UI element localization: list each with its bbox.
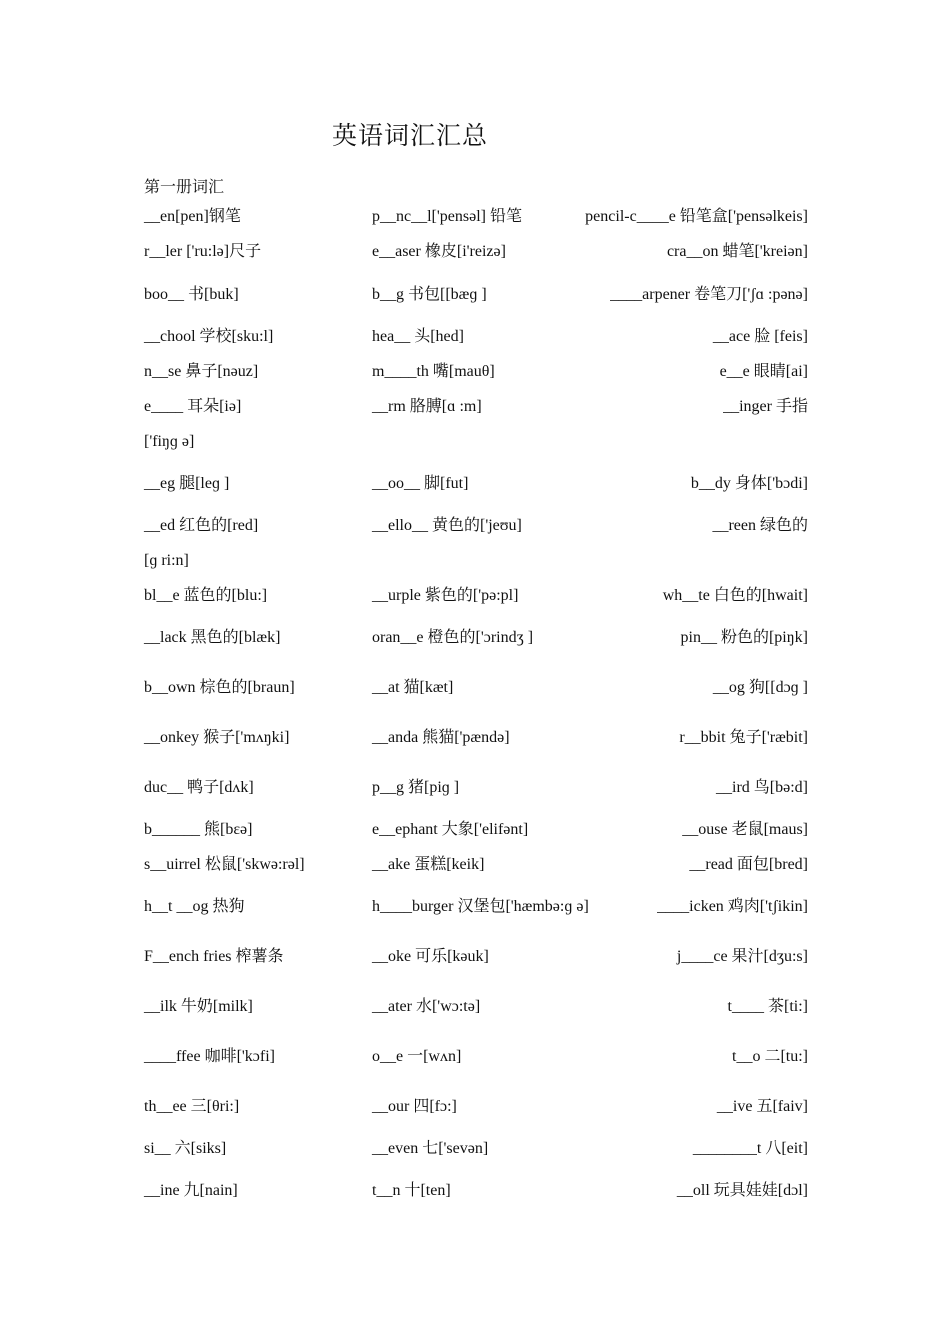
vocab-entry: wh__te 白色的[hwait] bbox=[662, 587, 808, 604]
vocab-row bbox=[144, 1095, 808, 1119]
vocab-entry: ____arpener 卷笔刀['ʃɑ :pənə] bbox=[610, 286, 808, 303]
vocab-entry: n__se 鼻子[nəuz] bbox=[144, 363, 259, 380]
vocab-entry: __ace 脸 [feis] bbox=[712, 328, 808, 345]
vocab-entry: __urple 紫色的['pə:pl] bbox=[372, 587, 519, 604]
vocab-entry: __even 七['sevən] bbox=[372, 1140, 489, 1157]
vocab-entry: boo__ 书[buk] bbox=[144, 286, 239, 303]
vocab-entry: b__g 书包[[bæɡ ] bbox=[372, 286, 487, 303]
vocab-row bbox=[144, 325, 808, 349]
vocab-entry: h__t __og 热狗 bbox=[144, 898, 245, 915]
vocab-row bbox=[144, 240, 808, 264]
vocab-row bbox=[144, 360, 808, 384]
vocab-entry: ____icken 鸡肉['tʃikin] bbox=[657, 898, 808, 915]
vocab-entry: e__ephant 大象['elifənt] bbox=[372, 821, 529, 838]
vocab-row bbox=[144, 205, 808, 229]
vocab-entry: __oo__ 脚[fut] bbox=[372, 475, 469, 492]
vocab-row bbox=[144, 895, 808, 919]
vocab-entry: e__e 眼睛[ai] bbox=[719, 363, 808, 380]
vocab-entry: __ouse 老鼠[maus] bbox=[682, 821, 808, 838]
vocab-entry: p__g 猪[piɡ ] bbox=[372, 779, 460, 796]
vocab-entry: __ello__ 黄色的['jeʊu] bbox=[372, 517, 522, 534]
vocab-row bbox=[144, 1045, 808, 1069]
vocab-row bbox=[144, 395, 808, 419]
vocab-entry: F__ench fries 榨薯条 bbox=[144, 948, 284, 965]
vocab-entry: __og 狗[[dɔɡ ] bbox=[712, 679, 808, 696]
vocab-row bbox=[144, 776, 808, 800]
vocab-entry: __oll 玩具娃娃[dɔl] bbox=[676, 1182, 808, 1199]
vocab-entry: t____ 茶[ti:] bbox=[727, 998, 808, 1015]
vocab-entry: r__bbit 兔子['ræbit] bbox=[679, 729, 808, 746]
vocab-entry: b__own 棕色的[braun] bbox=[144, 679, 295, 696]
vocab-entry: __ilk 牛奶[milk] bbox=[144, 998, 253, 1015]
vocab-row bbox=[144, 726, 808, 750]
vocab-entry: __ird 鸟[bə:d] bbox=[716, 779, 808, 796]
vocab-entry: __lack 黑色的[blæk] bbox=[144, 629, 281, 646]
vocab-entry: __ake 蛋糕[keik] bbox=[372, 856, 485, 873]
vocab-entry: h____burger 汉堡包['hæmbə:ɡ ə] bbox=[372, 898, 589, 915]
vocab-row bbox=[144, 676, 808, 700]
vocab-entry: __read 面包[bred] bbox=[689, 856, 808, 873]
vocab-entry: __ive 五[faiv] bbox=[716, 1098, 808, 1115]
vocab-entry: oran__e 橙色的['ɔrindʒ ] bbox=[372, 629, 534, 646]
vocab-entry: t__o 二[tu:] bbox=[732, 1048, 808, 1065]
vocab-entry: ________t 八[eit] bbox=[692, 1140, 808, 1157]
vocab-entry: __en[pen]钢笔 bbox=[144, 208, 241, 225]
continuation-fingers: ['fiŋɡ ə] bbox=[144, 433, 195, 450]
vocab-row bbox=[144, 584, 808, 608]
vocab-row bbox=[144, 995, 808, 1019]
vocab-row bbox=[144, 626, 808, 650]
vocab-entry: __ine 九[nain] bbox=[144, 1182, 238, 1199]
vocab-entry: b__dy 身体['bɔdi] bbox=[690, 475, 808, 492]
vocab-entry: __chool 学校[sku:l] bbox=[144, 328, 274, 345]
vocab-entry: duc__ 鸭子[dʌk] bbox=[144, 779, 254, 796]
vocab-entry: si__ 六[siks] bbox=[144, 1140, 227, 1157]
vocab-entry: __at 猫[kæt] bbox=[372, 679, 454, 696]
vocab-entry: __reen 绿色的 bbox=[712, 517, 808, 534]
vocab-entry: __onkey 猴子['mʌŋki] bbox=[144, 729, 290, 746]
vocab-entry: ____ffee 咖啡['kɔfi] bbox=[144, 1048, 275, 1065]
vocab-row bbox=[144, 472, 808, 496]
vocab-entry: j____ce 果汁[dʒu:s] bbox=[676, 948, 808, 965]
vocab-entry: __rm 胳膊[ɑ :m] bbox=[372, 398, 482, 415]
vocab-entry: r__ler ['ru:lə]尺子 bbox=[144, 243, 262, 260]
vocab-entry: hea__ 头[hed] bbox=[372, 328, 464, 345]
vocab-entry: __ater 水['wɔ:tə] bbox=[372, 998, 481, 1015]
vocab-entry: bl__e 蓝色的[blu:] bbox=[144, 587, 268, 604]
vocab-row bbox=[144, 853, 808, 877]
vocab-entry: m____th 嘴[mauθ] bbox=[372, 363, 495, 380]
vocab-entry: e____ 耳朵[iə] bbox=[144, 398, 242, 415]
vocab-entry: o__e 一[wʌn] bbox=[372, 1048, 462, 1065]
vocab-entry: __our 四[fɔ:] bbox=[372, 1098, 457, 1115]
continuation-green: [ɡ ri:n] bbox=[144, 552, 189, 569]
vocab-entry: __ed 红色的[red] bbox=[144, 517, 259, 534]
vocab-row bbox=[144, 818, 808, 842]
vocab-entry: pin__ 粉色的[piŋk] bbox=[680, 629, 808, 646]
vocab-entry: pencil-c____e 铅笔盒['pensəlkeis] bbox=[585, 208, 808, 225]
vocab-entry: __inger 手指 bbox=[723, 398, 808, 415]
vocab-entry: cra__on 蜡笔['kreiən] bbox=[666, 243, 808, 260]
vocab-entry: __oke 可乐[kəuk] bbox=[372, 948, 489, 965]
vocab-entry: t__n 十[ten] bbox=[372, 1182, 451, 1199]
vocab-entry: th__ee 三[θri:] bbox=[144, 1098, 240, 1115]
vocab-row bbox=[144, 283, 808, 307]
vocab-entry: s__uirrel 松鼠['skwə:rəl] bbox=[144, 856, 305, 873]
section-subtitle: 第一册词汇 bbox=[144, 179, 225, 196]
vocab-entry: b______ 熊[bɛə] bbox=[144, 821, 253, 838]
vocab-row bbox=[144, 1137, 808, 1161]
vocab-row bbox=[144, 945, 808, 969]
vocab-row bbox=[144, 1179, 808, 1203]
page-title: 英语词汇汇总 bbox=[331, 123, 488, 150]
vocab-entry: __anda 熊猫['pændə] bbox=[372, 729, 510, 746]
vocab-entry: p__nc__l['pensəl] 铅笔 bbox=[372, 208, 522, 225]
vocab-entry: e__aser 橡皮[i'reizə] bbox=[372, 243, 506, 260]
vocab-row bbox=[144, 514, 808, 538]
vocab-entry: __eg 腿[leɡ ] bbox=[144, 475, 230, 492]
